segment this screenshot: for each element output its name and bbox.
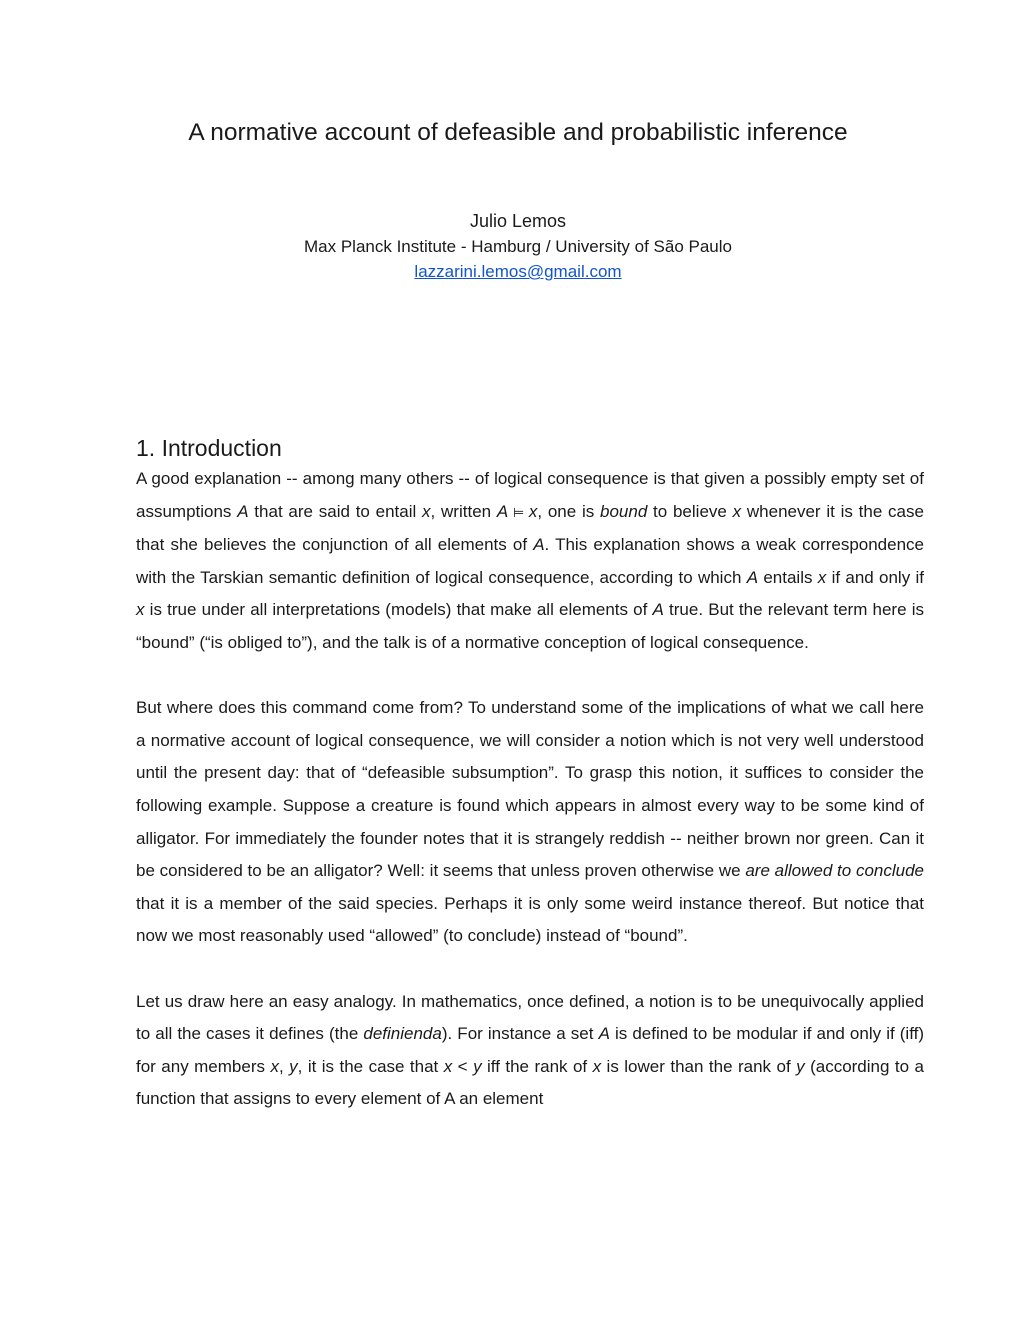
- text-run: to believe: [647, 501, 733, 521]
- text-run: ,: [278, 1056, 290, 1076]
- text-run: entails: [758, 567, 818, 587]
- author-affiliation: Max Planck Institute - Hamburg / University of São Paulo: [303, 237, 732, 256]
- text-run: iff the rank of: [481, 1056, 593, 1076]
- text-run: whenever it is the case that she believes the conjunction of all elements of: [136, 501, 924, 555]
- math-var: x: [592, 1056, 602, 1076]
- math-var: x: [443, 1056, 453, 1076]
- author-name: Julio Lemos: [469, 211, 567, 231]
- math-var: A: [598, 1024, 610, 1044]
- text-run: But where does this command come from? To understand some of the implications of what we call here a normative account of logical consequence, we will consider a notion which is not very well understood until the present day: that of “defeasible subsumption”. To grasp this notion, it suffices to consider the following example. Suppose a creature is found which appears in almost every way to be some kind of alligator. For immediately the founder notes that it is strangely reddish -- neither brown nor green. Can it be considered to be an alligator? Well: it seems that unless proven otherwise we: [136, 698, 924, 881]
- text-run: if and only if: [826, 567, 924, 587]
- math-var: A: [533, 535, 545, 555]
- text-run: . This explanation shows a weak correspondence with the Tarskian semantic definition of logical consequence, according to which: [136, 535, 924, 587]
- text-run: that it is a member of the said species. Perhaps it is only some weird instance thereof. But notice that now we most reasonably used “allowed” (to conclude) instead of “bound”.: [136, 893, 924, 946]
- emphasis: definienda: [363, 1024, 442, 1044]
- text-run: , it is the case that: [297, 1056, 444, 1076]
- math-var: x: [136, 600, 145, 620]
- text-run: , one is: [537, 501, 600, 521]
- math-var: x: [528, 501, 538, 521]
- author-block: [0, 208, 1024, 284]
- math-var: A: [496, 501, 509, 521]
- text-run: (according to a function that assigns to every element of A an element: [136, 1056, 924, 1109]
- math-var: y: [796, 1056, 805, 1076]
- paper-title: A normative account of defeasible and probabilistic inference: [188, 119, 848, 146]
- body-text: [136, 463, 924, 1116]
- section-heading: [136, 435, 282, 462]
- math-var: x: [270, 1056, 279, 1076]
- paragraph-2: [136, 692, 924, 953]
- section-number: 1.: [136, 435, 156, 461]
- math-var: x: [422, 501, 431, 521]
- text-run: , written: [430, 501, 497, 521]
- section-title: Introduction: [161, 435, 282, 461]
- text-run: ). For instance a set: [441, 1024, 599, 1044]
- math-var: A: [237, 501, 249, 521]
- math-var: A: [652, 600, 664, 620]
- paragraph-1: [136, 463, 924, 660]
- text-run: is true under all interpretations (models) that make all elements of: [144, 600, 653, 620]
- text-run: is lower than the rank of: [601, 1056, 797, 1076]
- less-than-symbol: <: [452, 1056, 474, 1076]
- math-var: x: [732, 501, 742, 521]
- text-run: is defined to be modular if and only if (iff) for any members: [136, 1024, 925, 1076]
- text-run: that are said to entail: [248, 501, 423, 521]
- entails-symbol: ⊨: [508, 504, 529, 520]
- author-email-link[interactable]: lazzarini.lemos@gmail.com: [414, 262, 622, 281]
- paragraph-3: [136, 986, 924, 1116]
- math-var: y: [289, 1056, 298, 1076]
- math-var: x: [817, 567, 827, 587]
- math-var: y: [473, 1056, 482, 1076]
- text-run: Let us draw here an easy analogy. In mathematics, once defined, a notion is to be unequivocally applied to all the cases it defines (the: [136, 991, 924, 1044]
- text-run: true. But the relevant term here is “bound” (“is obliged to”), and the talk is of a normative conception of logical consequence.: [136, 600, 924, 652]
- math-var: A: [746, 567, 759, 587]
- emphasis: bound: [600, 501, 648, 521]
- emphasis: are allowed to conclude: [745, 861, 924, 881]
- text-run: A good explanation -- among many others -- of logical consequence is that given a possibly empty set of assumptions: [136, 469, 924, 521]
